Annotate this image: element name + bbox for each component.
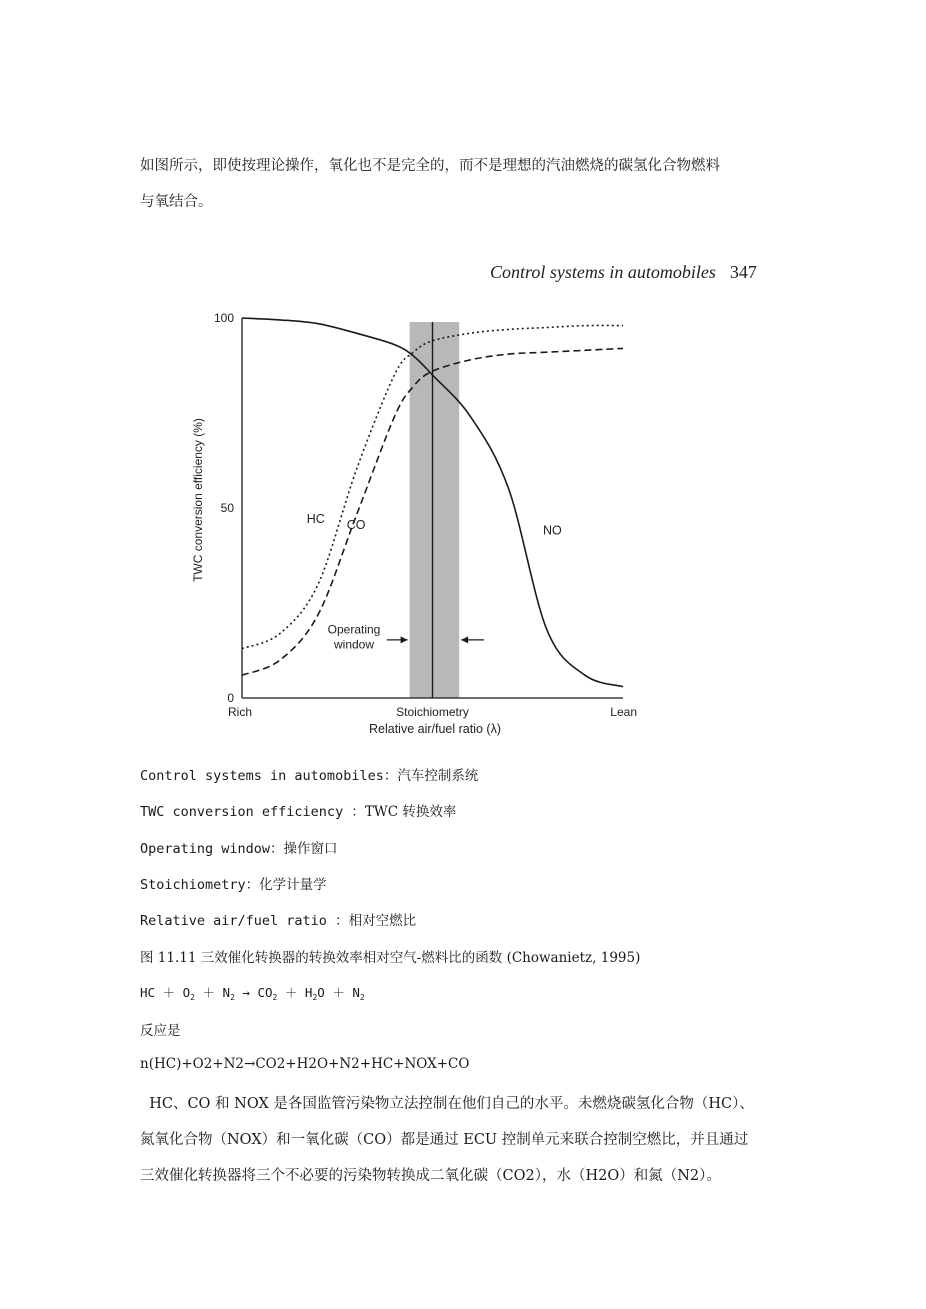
glossary-en: Operating window：: [140, 841, 284, 857]
closing-line-3: 三效催化转换器将三个不必要的污染物转换成二氧化碳（CO2），水（H2O）和氮（N2）。: [140, 1168, 721, 1184]
series-label-co: CO: [346, 517, 366, 532]
eq1-part: ＋ H: [284, 985, 313, 1000]
glossary-en: Control systems in automobiles：: [140, 768, 398, 784]
equation-1: [140, 983, 365, 1002]
intro-line-2: 与氧结合。: [140, 194, 213, 210]
closing-line-2: 氮氧化合物（NOX）和一氧化碳（CO）都是通过 ECU 控制单元来联合控制空燃比，并且通过: [140, 1132, 749, 1148]
eq1-part: ＋ N: [202, 985, 231, 1000]
closing-paragraph: [140, 1086, 800, 1194]
eq1-part: O ＋ N: [317, 985, 360, 1000]
glossary-cn: TWC 转换效率: [364, 804, 457, 820]
y-tick-label: 100: [213, 311, 234, 325]
arrowhead-left-icon: [401, 636, 408, 643]
operating-window-label: window: [333, 637, 375, 652]
intro-paragraph: [140, 148, 800, 220]
glossary-cn: 化学计量学: [259, 877, 327, 893]
figure-header: [490, 262, 757, 283]
figure-caption: 图 11.11 三效催化转换器的转换效率相对空气-燃料比的函数 (Chowanietz, 1995): [140, 950, 641, 966]
operating-window-band: [410, 322, 460, 698]
arrowhead-right-icon: [461, 636, 468, 643]
x-tick-label: Lean: [610, 705, 637, 719]
glossary-en: TWC conversion efficiency ：: [140, 804, 365, 820]
eq1-subscript: 2: [359, 993, 365, 1002]
closing-line-1: HC、CO 和 NOX 是各国监管污染物立法控制在他们自己的水平。未燃烧碳氢化合物（HC）、: [140, 1096, 754, 1112]
glossary-cn: 相对空燃比: [348, 913, 417, 929]
eq1-subscript: 2: [312, 993, 318, 1002]
reaction-label: 反应是: [140, 1023, 181, 1039]
glossary-item: [140, 800, 456, 820]
y-axis-label: TWC conversion efficiency (%): [191, 418, 205, 582]
operating-window-label: Operating: [327, 622, 381, 637]
x-axis-label: Relative air/fuel ratio (λ): [369, 722, 501, 736]
series-label-hc: HC: [306, 512, 325, 527]
eq1-subscript: 2: [190, 993, 195, 1002]
eq1-subscript: 2: [230, 993, 235, 1002]
intro-line-1: 如图所示，即使按理论操作，氧化也不是完全的，而不是理想的汽油燃烧的碳氢化合物燃料: [140, 158, 720, 174]
glossary-cn: 操作窗口: [283, 841, 338, 857]
eq1-part: HC ＋ O: [140, 985, 191, 1000]
figure-header-title: Control systems in automobiles: [490, 262, 716, 282]
series-label-no: NO: [542, 523, 562, 538]
y-tick-label: 50: [220, 501, 234, 515]
glossary-item: [140, 837, 338, 857]
x-tick-label: Rich: [228, 705, 253, 719]
glossary-en: Relative air/fuel ratio ：: [140, 913, 349, 929]
glossary-item: [140, 873, 327, 893]
glossary-cn: 汽车控制系统: [397, 768, 479, 784]
figure-header-page: 347: [729, 262, 757, 282]
y-tick-label: 0: [227, 691, 234, 705]
plot-area: [214, 311, 637, 719]
x-tick-label: Stoichiometry: [396, 705, 469, 719]
eq1-subscript: 2: [272, 993, 278, 1002]
twc-efficiency-chart: [180, 296, 660, 746]
glossary-en: Stoichiometry：: [140, 877, 260, 893]
glossary-item: [140, 764, 478, 784]
equation-2: n(HC)+O2+N2→CO2+H2O+N2+HC+NOX+CO: [140, 1056, 470, 1072]
glossary-item: [140, 909, 416, 929]
eq1-part: → CO: [242, 985, 273, 1000]
